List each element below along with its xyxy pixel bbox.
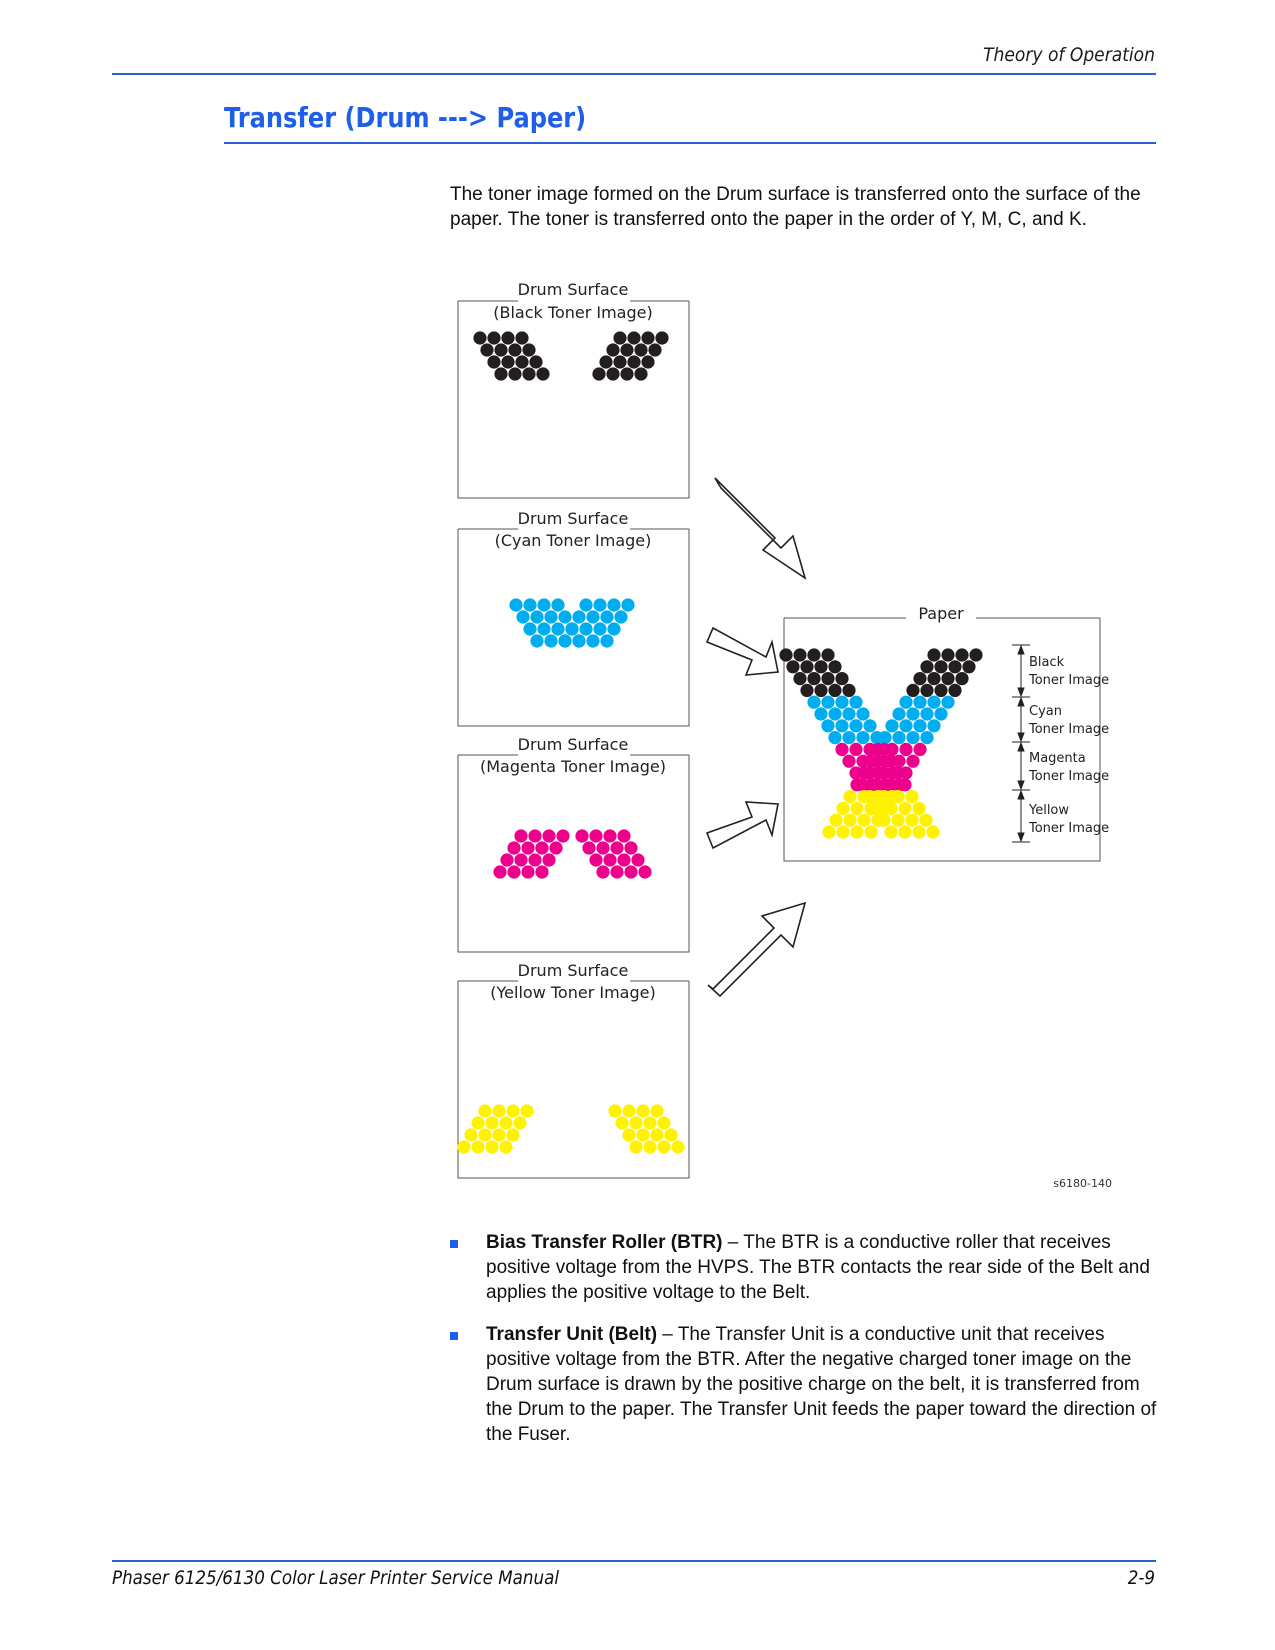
toner-dot <box>650 1104 663 1117</box>
toner-dot <box>927 672 940 685</box>
toner-dot <box>870 755 883 768</box>
paper-label-black-2: Toner Image <box>1029 673 1110 688</box>
toner-dot <box>507 841 520 854</box>
arrow-black-to-paper-icon <box>715 478 805 578</box>
toner-dot <box>955 672 968 685</box>
toner-dot <box>473 331 486 344</box>
toner-dot <box>487 331 500 344</box>
toner-dot <box>521 841 534 854</box>
toner-dot <box>814 660 827 673</box>
toner-dot <box>884 755 897 768</box>
paper-label-magenta-1: Magenta <box>1029 751 1086 766</box>
toner-dot <box>515 355 528 368</box>
toner-dot <box>582 841 595 854</box>
toner-dot <box>892 731 905 744</box>
toner-dot <box>493 865 506 878</box>
toner-dot <box>857 790 870 803</box>
toner-dot <box>793 672 806 685</box>
toner-dot <box>870 731 883 744</box>
toner-dot <box>871 814 884 827</box>
toner-dot <box>857 814 870 827</box>
toner-dot <box>892 778 905 791</box>
cyan-toner-dots <box>509 598 634 647</box>
toner-dot <box>620 367 633 380</box>
toner-dot <box>603 853 616 866</box>
toner-dot <box>535 841 548 854</box>
toner-dot <box>607 598 620 611</box>
drum-panel-cyan <box>458 509 689 726</box>
toner-dot <box>575 829 588 842</box>
toner-dot <box>485 1140 498 1153</box>
toner-dot <box>906 707 919 720</box>
toner-dot <box>800 684 813 697</box>
toner-dot <box>551 622 564 635</box>
toner-dot <box>620 343 633 356</box>
toner-dot <box>492 1128 505 1141</box>
toner-dot <box>906 755 919 768</box>
toner-dot <box>836 825 849 838</box>
toner-dot <box>948 684 961 697</box>
toner-dot <box>478 1104 491 1117</box>
toner-dot <box>622 1104 635 1117</box>
toner-dot <box>835 743 848 756</box>
toner-dot <box>589 829 602 842</box>
toner-dot <box>864 802 877 815</box>
toner-dot <box>877 743 890 756</box>
toner-dot <box>494 367 507 380</box>
toner-dot <box>864 778 877 791</box>
toner-dot <box>898 825 911 838</box>
toner-dot <box>920 731 933 744</box>
toner-dot <box>606 343 619 356</box>
toner-dot <box>849 696 862 709</box>
toner-dot <box>634 367 647 380</box>
toner-dot <box>828 660 841 673</box>
toner-dot <box>586 610 599 623</box>
drum-panel-black-title: Drum Surface <box>517 280 629 299</box>
bullet-item-btr <box>450 1230 1160 1305</box>
toner-dot <box>613 331 626 344</box>
toner-dot <box>821 696 834 709</box>
toner-dot <box>520 1104 533 1117</box>
toner-dot <box>514 853 527 866</box>
toner-dot <box>962 660 975 673</box>
toner-dot <box>807 696 820 709</box>
toner-dot <box>828 731 841 744</box>
toner-dot <box>542 829 555 842</box>
toner-dot <box>521 865 534 878</box>
toner-dot <box>636 1104 649 1117</box>
toner-dot <box>941 696 954 709</box>
toner-dot <box>650 1128 663 1141</box>
toner-dot <box>508 343 521 356</box>
toner-dot <box>523 598 536 611</box>
toner-dot <box>624 841 637 854</box>
toner-dot <box>523 622 536 635</box>
toner-dot <box>829 814 842 827</box>
toner-dot <box>613 355 626 368</box>
toner-dot <box>920 684 933 697</box>
toner-dot <box>499 1140 512 1153</box>
bullet-text-btr: – The BTR is a conductive roller that receives positive voltage from the HVPS. The BTR contacts the rear side of the Belt and applies the positive voltage to the Belt. <box>486 1232 1150 1303</box>
toner-dot <box>617 853 630 866</box>
toner-dot <box>913 743 926 756</box>
toner-dot <box>542 853 555 866</box>
toner-dot <box>600 634 613 647</box>
toner-dot <box>549 841 562 854</box>
toner-dot <box>471 1140 484 1153</box>
footer-page-number: 2-9 <box>1127 1567 1155 1589</box>
toner-dot <box>864 825 877 838</box>
toner-dot <box>899 696 912 709</box>
toner-dot <box>842 755 855 768</box>
toner-dot <box>508 367 521 380</box>
toner-dot <box>843 814 856 827</box>
toner-dot <box>913 719 926 732</box>
drum-panel-magenta-title: Drum Surface <box>517 735 629 754</box>
header-section-title: Theory of Operation <box>983 44 1155 66</box>
toner-dot <box>509 598 522 611</box>
toner-dot <box>643 1140 656 1153</box>
toner-dot <box>558 634 571 647</box>
toner-dot <box>856 755 869 768</box>
toner-dot <box>514 829 527 842</box>
drum-panel-cyan-title: Drum Surface <box>517 509 629 528</box>
toner-dot <box>878 802 891 815</box>
toner-dot <box>627 355 640 368</box>
toner-dot <box>596 841 609 854</box>
toner-dot <box>579 622 592 635</box>
drum-panel-magenta-subtitle: (Magenta Toner Image) <box>480 757 666 776</box>
toner-dot <box>572 634 585 647</box>
toner-dot <box>927 696 940 709</box>
yellow-toner-dots <box>457 1104 684 1153</box>
toner-dot <box>927 648 940 661</box>
toner-dot <box>522 367 535 380</box>
bullet-term-transfer-unit: Transfer Unit (Belt) <box>486 1324 658 1345</box>
toner-dot <box>850 802 863 815</box>
toner-dot <box>641 355 654 368</box>
toner-dot <box>828 684 841 697</box>
toner-dot <box>600 610 613 623</box>
toner-dot <box>842 684 855 697</box>
intro-paragraph: The toner image formed on the Drum surface is transferred onto the surface of the paper. The toner is transferred onto the paper in the order of Y, M, C, and K. <box>450 184 1141 230</box>
toner-dot <box>631 853 644 866</box>
toner-dot <box>821 719 834 732</box>
drum-panel-yellow-subtitle: (Yellow Toner Image) <box>490 983 656 1002</box>
toner-dot <box>513 1116 526 1129</box>
toner-dot <box>593 622 606 635</box>
toner-dot <box>891 814 904 827</box>
toner-dot <box>593 598 606 611</box>
drum-panel-yellow-title: Drum Surface <box>517 961 629 980</box>
toner-dot <box>906 684 919 697</box>
toner-dot <box>800 660 813 673</box>
toner-dot <box>596 865 609 878</box>
arrow-cyan-to-paper-icon <box>707 628 778 675</box>
toner-dot <box>850 778 863 791</box>
toner-dot <box>920 707 933 720</box>
paper-label-yellow-2: Toner Image <box>1029 821 1110 836</box>
toner-dot <box>607 622 620 635</box>
toner-dot <box>579 598 592 611</box>
toner-dot <box>955 648 968 661</box>
toner-dot <box>499 1116 512 1129</box>
toner-dot <box>934 660 947 673</box>
toner-dot <box>664 1128 677 1141</box>
toner-dot <box>457 1140 470 1153</box>
toner-dot <box>657 1116 670 1129</box>
drum-panel-black <box>458 280 689 498</box>
bullet-text-transfer-unit: – The Transfer Unit is a conductive unit that receives positive voltage from the BTR. After the negative charged toner image on the Drum surface is drawn by the positive charge on the belt, it is transferred from the Drum to the paper. The Transfer Unit feeds the paper toward the direction of the Fuser. <box>486 1324 1157 1445</box>
toner-dot <box>528 829 541 842</box>
toner-dot <box>529 355 542 368</box>
toner-dot <box>500 853 513 866</box>
paper-label-yellow-1: Yellow <box>1029 803 1070 818</box>
toner-dot <box>629 1140 642 1153</box>
toner-dot <box>608 1104 621 1117</box>
toner-dot <box>638 865 651 878</box>
toner-dot <box>779 648 792 661</box>
toner-dot <box>884 825 897 838</box>
toner-dot <box>863 719 876 732</box>
toner-dot <box>464 1128 477 1141</box>
toner-dot <box>487 355 500 368</box>
toner-dot <box>634 343 647 356</box>
toner-dot <box>969 648 982 661</box>
toner-dot <box>617 829 630 842</box>
toner-dot <box>934 707 947 720</box>
toner-dot <box>934 684 947 697</box>
toner-dot <box>615 1116 628 1129</box>
footer-manual-title: Phaser 6125/6130 Color Laser Printer Service Manual <box>112 1567 559 1589</box>
toner-dot <box>516 610 529 623</box>
toner-dot <box>572 610 585 623</box>
toner-dot <box>822 825 835 838</box>
toner-dot <box>589 853 602 866</box>
toner-dot <box>528 853 541 866</box>
toner-dot <box>843 790 856 803</box>
bullet-marker-icon <box>450 1240 458 1248</box>
toner-dot <box>657 1140 670 1153</box>
toner-dot <box>920 660 933 673</box>
bullet-marker-icon <box>450 1332 458 1340</box>
toner-dot <box>941 648 954 661</box>
toner-dot <box>536 367 549 380</box>
toner-dot <box>835 696 848 709</box>
toner-dot <box>535 865 548 878</box>
toner-dot <box>522 343 535 356</box>
bullet-item-transfer-unit <box>450 1322 1160 1447</box>
toner-dot <box>842 707 855 720</box>
toner-dot <box>671 1140 684 1153</box>
toner-dot <box>814 707 827 720</box>
toner-dot <box>655 331 668 344</box>
toner-dot <box>849 743 862 756</box>
toner-dot <box>899 766 912 779</box>
toner-dot <box>828 707 841 720</box>
toner-dot <box>871 790 884 803</box>
bullet-term-btr: Bias Transfer Roller (BTR) <box>486 1232 723 1253</box>
toner-dot <box>913 672 926 685</box>
toner-dot <box>494 343 507 356</box>
toner-dot <box>892 707 905 720</box>
paper-label-black-1: Black <box>1029 655 1065 670</box>
drum-panel-cyan-subtitle: (Cyan Toner Image) <box>494 531 652 550</box>
toner-dot <box>912 802 925 815</box>
toner-dot <box>478 1128 491 1141</box>
toner-dot <box>621 598 634 611</box>
toner-dot <box>850 825 863 838</box>
layer-brackets <box>1012 645 1030 842</box>
toner-dot <box>807 672 820 685</box>
toner-dot <box>537 598 550 611</box>
arrow-magenta-to-paper-icon <box>707 802 778 848</box>
toner-dot <box>648 343 661 356</box>
toner-dot <box>856 731 869 744</box>
footer-rule <box>112 1560 1156 1562</box>
toner-dot <box>636 1128 649 1141</box>
toner-dot <box>544 610 557 623</box>
paper-label-cyan-2: Toner Image <box>1029 722 1110 737</box>
toner-dot <box>544 634 557 647</box>
paper-label: Paper <box>918 604 964 623</box>
paper-panel <box>779 604 1109 861</box>
toner-dot <box>506 1128 519 1141</box>
paper-composite-dots <box>779 648 982 838</box>
toner-dot <box>912 825 925 838</box>
toner-dot <box>926 825 939 838</box>
toner-dot <box>614 610 627 623</box>
magenta-toner-dots <box>493 829 651 878</box>
toner-dot <box>821 648 834 661</box>
toner-dot <box>507 865 520 878</box>
toner-dot <box>849 719 862 732</box>
toner-dot <box>606 367 619 380</box>
toner-dot <box>622 1128 635 1141</box>
toner-dot <box>814 684 827 697</box>
toner-dot <box>898 802 911 815</box>
paper-label-cyan-1: Cyan <box>1029 704 1062 719</box>
toner-dot <box>610 841 623 854</box>
toner-dot <box>556 829 569 842</box>
toner-dot <box>941 672 954 685</box>
drum-panel-yellow <box>457 961 689 1178</box>
toner-dot <box>786 660 799 673</box>
toner-dot <box>501 355 514 368</box>
toner-dot <box>821 672 834 685</box>
toner-dot <box>899 743 912 756</box>
toner-dot <box>807 648 820 661</box>
toner-dot <box>624 865 637 878</box>
toner-dot <box>643 1116 656 1129</box>
toner-dot <box>948 660 961 673</box>
toner-dot <box>501 331 514 344</box>
toner-dot <box>856 707 869 720</box>
toner-dot <box>565 622 578 635</box>
toner-dot <box>913 696 926 709</box>
toner-dot <box>863 743 876 756</box>
drum-panel-black-subtitle: (Black Toner Image) <box>493 303 653 322</box>
toner-dot <box>835 719 848 732</box>
toner-dot <box>592 367 605 380</box>
toner-dot <box>885 790 898 803</box>
toner-dot <box>878 778 891 791</box>
toner-dot <box>492 1104 505 1117</box>
toner-dot <box>899 719 912 732</box>
toner-dot <box>530 634 543 647</box>
toner-dot <box>480 343 493 356</box>
arrow-yellow-to-paper-icon <box>708 903 805 996</box>
toner-dot <box>586 634 599 647</box>
toner-dot <box>551 598 564 611</box>
page-title: Transfer (Drum ---> Paper) <box>224 101 587 134</box>
toner-dot <box>530 610 543 623</box>
bullet-list <box>450 1230 1160 1464</box>
toner-dot <box>905 790 918 803</box>
paper-label-magenta-2: Toner Image <box>1029 769 1110 784</box>
toner-dot <box>835 672 848 685</box>
toner-dot <box>537 622 550 635</box>
toner-dot <box>885 719 898 732</box>
toner-dot <box>842 731 855 744</box>
toner-dot <box>610 865 623 878</box>
toner-dot <box>603 829 616 842</box>
toner-dot <box>485 1116 498 1129</box>
toner-dot <box>906 731 919 744</box>
toner-dot <box>558 610 571 623</box>
toner-dot <box>515 331 528 344</box>
toner-dot <box>471 1116 484 1129</box>
toner-dot <box>599 355 612 368</box>
toner-dot <box>905 814 918 827</box>
toner-dot <box>919 814 932 827</box>
toner-dot <box>927 719 940 732</box>
figure-id: s6180-140 <box>1053 1177 1112 1190</box>
toner-dot <box>627 331 640 344</box>
toner-dot <box>641 331 654 344</box>
drum-panel-magenta <box>458 735 689 952</box>
toner-dot <box>506 1104 519 1117</box>
toner-dot <box>629 1116 642 1129</box>
toner-dot <box>836 802 849 815</box>
black-toner-dots <box>473 331 668 380</box>
toner-dot <box>793 648 806 661</box>
